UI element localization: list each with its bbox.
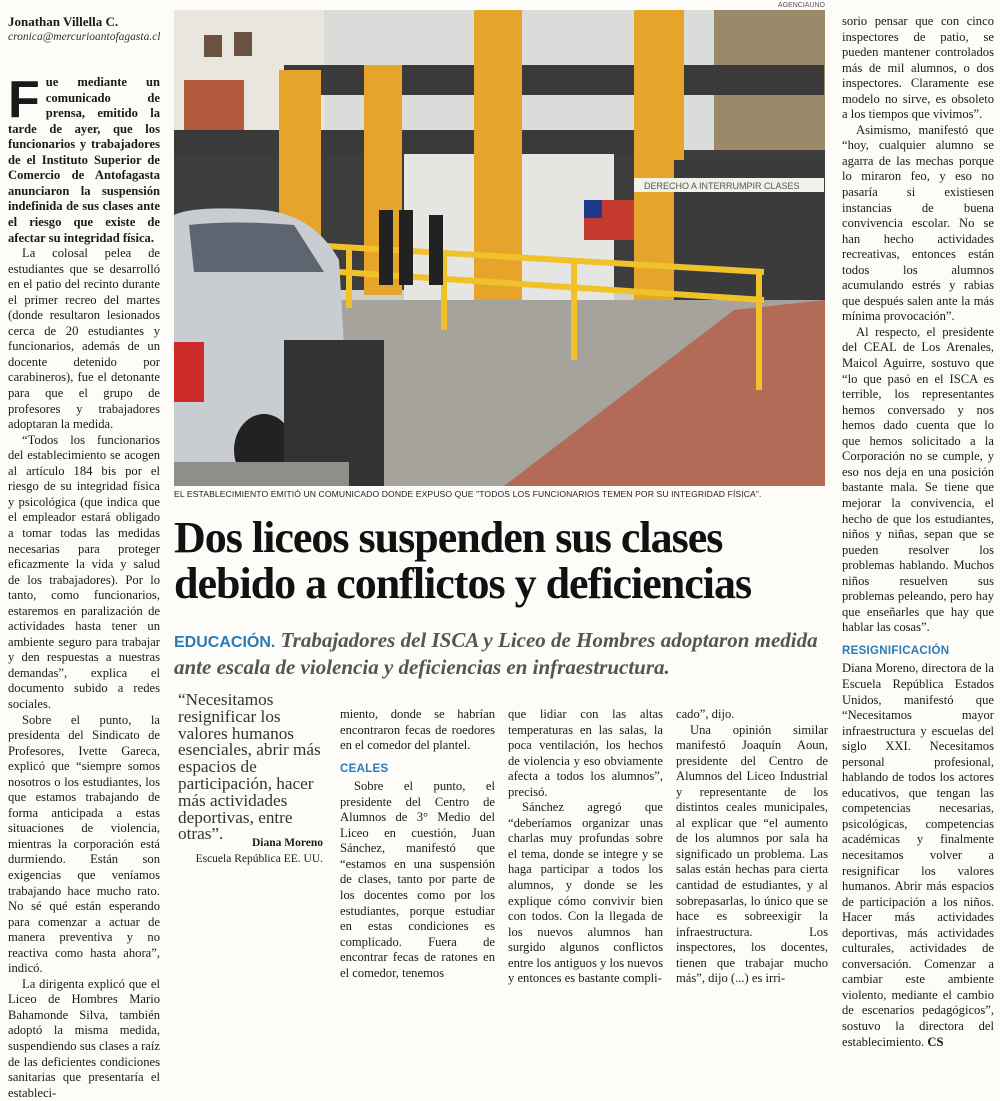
quote-author-role: Escuela República EE. UU. — [195, 853, 323, 865]
paragraph-text: Diana Moreno, directora de la Escuela República Estados Unidos, manifestó que “Necesitamos mayor infraestructura y escuelas del siglo XXI. Necesitamos personal profesional, hablando de todos los actores educativos, que tengan las competencias necesarias, psicológicas, competencias académicas y finalmente necesitamos volver a resignificar los valores humanos. Abrir más espacios de participación a los niños. Hacer más actividades deportivas, más actividades culturales, actividades de conversación. Comenzar a cambiar este ambiente violento, mediante el cambio de escenarios pedagógicos”, sostuvo la directora del establecimiento. — [842, 661, 994, 1049]
column-4 — [508, 707, 663, 987]
article-photo — [174, 10, 825, 486]
paragraph: La dirigenta explicó que el Liceo de Hombres Mario Bahamonde Silva, también adoptó la misma medida, suspendiendo sus clases a raíz de las deficientes condiciones sanitarias que presentaría el estableci- — [8, 976, 160, 1100]
section-tag: EDUCACIÓN. — [174, 634, 276, 651]
author-name: Jonathan Villella C. — [8, 14, 119, 29]
lead-text: ue mediante un comunicado de prensa, emitido la tarde de ayer, que los funcionarios y trabajadores de el Instituto Superior de Comercio de Antofagasta anunciaron la suspensión indefinida de sus clases ante el riesgo que existe de afectar su integridad física. — [8, 75, 160, 245]
subheading-resignificacion: RESIGNIFICACIÓN — [842, 644, 950, 657]
column-1 — [8, 14, 160, 1101]
headline: Dos liceos suspenden sus clases debido a conflictos y deficiencias — [174, 513, 752, 608]
author-email: cronica@mercurioantofagasta.cl — [8, 30, 161, 43]
subheadline — [174, 628, 825, 680]
drop-cap: F — [8, 71, 40, 130]
column-6 — [842, 14, 994, 1050]
paragraph: miento, donde se habrían encontraron fecas de roedores en el comedor del plantel. — [340, 707, 495, 753]
paragraph: La colosal pelea de estudiantes que se desarrolló en el patio del recinto durante el primer recreo del martes (donde resultaron lesionados cerca de 20 estudiantes y funcionarios, además de un docente detenido por carabineros), fue el detonante para que el grupo de profesores y trabajadores adoptaran la medida. — [8, 246, 160, 432]
paragraph: Asimismo, manifestó que “hoy, cualquier alumno se agarra de las mechas porque lo miraron feo, y eso no pasaría si existiesen instancias de buena convivencia escolar. No se han hecho actividades recreativas, entonces están todos los alumnos acumulando estrés y rabias que después salen ante la más mínima provocación”. — [842, 122, 994, 324]
column-5 — [676, 707, 828, 987]
end-mark: CS — [927, 1034, 944, 1049]
photo-credit: AGENCIAUNO — [777, 2, 825, 9]
paragraph — [842, 661, 994, 1050]
column-3 — [340, 707, 495, 981]
subheadline-text: Trabajadores del ISCA y Liceo de Hombres adoptaron medida ante escala de violencia y deficiencias en infraestructura. — [174, 628, 818, 679]
paragraph: Sobre el punto, la presidenta del Sindicato de Profesores, Ivette Gareca, explicó que “siempre somos nosotros o los estudiantes, los que estamos trabajando de forma anticipada a estas situaciones de violencia, mientras la corporación está durmiendo. Están son exigencias que veníamos trabajando hace mucho rato. No sé qué están esperando para comenzar a actuar de manera preventiva y no reactiva como hasta ahora”, indicó. — [8, 712, 160, 976]
paragraph: Una opinión similar manifestó Joaquín Aoun, presidente del Centro de Alumnos del Liceo Industrial y representante de los distintos ceales municipales, al explicar que “el aumento de los alumnos por sala ha significado un problema. Las salas están hechas para cierta cantidad de estudiantes, y al sobrepasarlas, lo único que se hace es sobreexigir la infraestructura. Los inspectores, los docentes, tienen que trabajar mucho más”, dijo (...) es irri- — [676, 722, 828, 986]
photo-caption: EL ESTABLECIMIENTO EMITIÓ UN COMUNICADO DONDE EXPUSO QUE "TODOS LOS FUNCIONARIOS TEMEN POR SU INTEGRIDAD FÍSICA". — [174, 489, 762, 499]
paragraph: sorio pensar que con cinco inspectores de patio, se pueden mantener controlados más de mil alumnos, o dos inspectores. Claramente ese modelo no sirve, es obsoleto a los tiempos que vivimos”. — [842, 14, 994, 122]
lead-paragraph — [8, 71, 160, 246]
paragraph: que lidiar con las altas temperaturas en las salas, la poca ventilación, los hechos de violencia y eso obviamente afecta a todos los alumnos”, precisó. — [508, 707, 663, 799]
subheading-ceales: CEALES — [340, 762, 389, 775]
paragraph: Sánchez agregó que “deberíamos organizar unas charlas muy profundas sobre el tema, donde se integre y se haga participar a todos los alumnos, y donde se les explique cómo convivir bien con todos. Con la llegada de los nuevos alumnos han surgido algunos conflictos entre los antiguos y los nuevos y entonces es bastante compli- — [508, 800, 663, 986]
quote-author-name: Diana Moreno — [251, 837, 323, 849]
school-entrance-photo — [174, 10, 825, 486]
paragraph: Sobre el punto, el presidente del Centro de Alumnos de 3° Medio del Liceo en cuestión, Juan Sánchez, manifestó que “estamos en una suspensión de clases, tanto por parte de los docentes como por los estudiantes, porque estudiar en estas condiciones es complicado. Fuera de encontrar fecas de ratones en el comedor, tenemos — [340, 779, 495, 980]
paragraph: cado”, dijo. — [676, 707, 735, 721]
pull-quote-attribution — [178, 835, 323, 867]
paragraph: “Todos los funcionarios del establecimiento se acogen al artículo 184 bis por el riesgo de su integridad física y psicológica (que indica que el empleador estará obligado a tomar todas las medidas necesarias para proteger eficazmente la vida y salud de los trabajadores). Por lo tanto, como funcionarios, estaremos en paralización de actividades hasta tener un ambiente seguro para trabajar y den respuestas a nuestras demandas”, explica el documento subido a redes sociales. — [8, 432, 160, 711]
photo-banner: DERECHO A INTERRUMPIR CLASES — [644, 181, 800, 191]
pull-quote: “Necesitamos resignificar los valores humanos esenciales, abrir más espacios de participación, hacer más actividades deportivas, entre otras”. — [178, 690, 321, 844]
paragraph: Al respecto, el presidente del CEAL de Los Arenales, Maicol Aguirre, sostuvo que “lo que pasó en el ISCA es terrible, los representantes hemos conversado y nos hemos dado cuenta que lo que hemos solicitado a la Corporación no se cumple, y eso nos deja en una posición bastante mala. Se tiene que mejorar la convivencia, el hecho de que los estudiantes, niños y niñas, sepan que se pueden resolver los problemas hablando. Muchos niños resuelven sus problemas peleando, pero hay que enseñarles que hay que hablar las cosas”. — [842, 324, 994, 635]
